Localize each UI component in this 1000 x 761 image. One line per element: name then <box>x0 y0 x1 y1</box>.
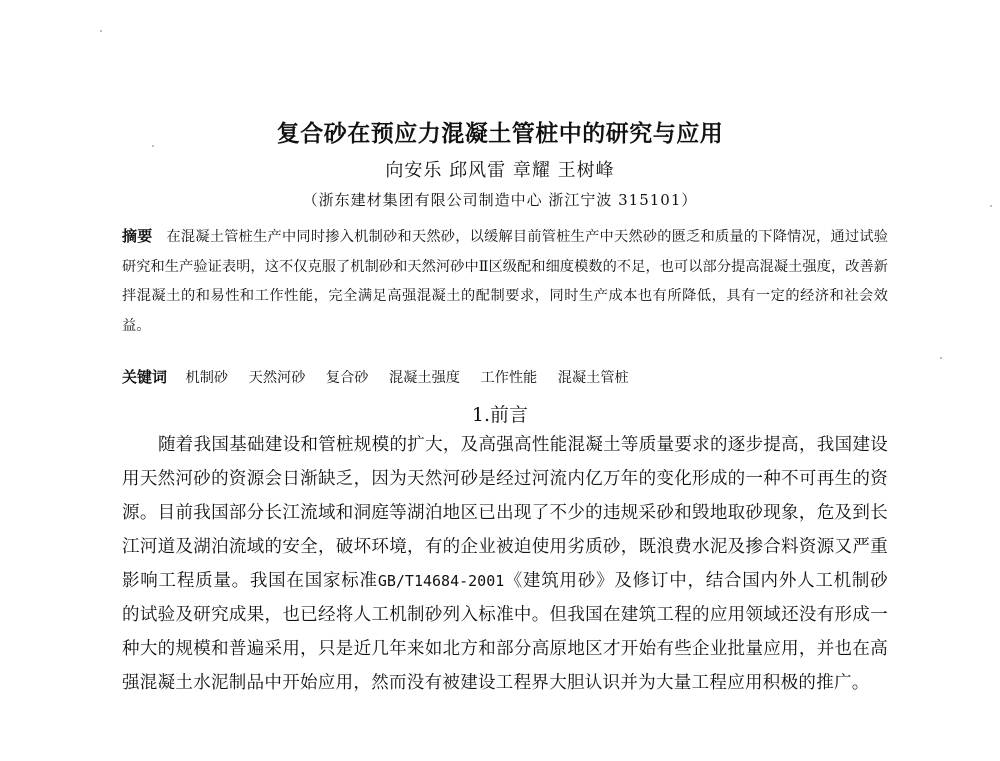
body-text-part-1: 随着我国基础建设和管桩规模的扩大，及高强高性能混凝土等质量要求的逐步提高，我国建设用天然河砂的资源会日渐缺乏，因为天然河砂是经过河流内亿万年的变化形成的一种不可再生的资源。目前我国部分长江流域和洞庭等湖泊地区已出现了不少的违规采砂和毁地取砂现象，危及到长江河道及湖泊流域的安全，破坏环境，有的企业被迫使用劣质砂，既浪费水泥及掺合料资源又严重影响工程质量。我国在国家标准 <box>122 435 888 591</box>
author-list: 向安乐 邱风雷 章耀 王树峰 <box>385 160 615 181</box>
keywords-block <box>122 366 888 387</box>
keyword: 混凝土管桩 <box>557 370 629 386</box>
abstract-block <box>122 222 888 341</box>
affiliation: （浙东建材集团有限公司制造中心 浙江宁波 315101） <box>302 191 698 209</box>
standard-code: GB/T14684-2001 <box>377 572 505 590</box>
scan-speck <box>152 145 154 147</box>
scan-speck <box>990 205 992 207</box>
paper-title: 复合砂在预应力混凝土管桩中的研究与应用 <box>276 121 724 147</box>
body-text-part-2: 《建筑用砂》及修订中，结合国内外人工机制砂的试验及研究成果，也已经将人工机制砂列入标准中。但我国在建筑工程的应用领域还没有形成一种大的规模和普遍采用，只是近几年来如北方和部分高原地区才开始有些企业批量应用，并也在高强混凝土水泥制品中开始应用，然而没有被建设工程界大胆认识并为大量工程应用积极的推广。 <box>122 571 888 693</box>
scan-speck <box>940 357 942 359</box>
section-heading: 1.前言 <box>471 404 529 426</box>
keywords-label: 关键词 <box>122 368 168 386</box>
keyword: 机制砂 <box>185 370 229 386</box>
abstract-text: 在混凝土管桩生产中同时掺入机制砂和天然砂，以缓解目前管桩生产中天然砂的匮乏和质量的下降情况，通过试验研究和生产验证表明，这不仅克服了机制砂和天然河砂中Ⅱ区级配和细度模数的不足，也可以部分提高混凝土强度，改善新拌混凝土的和易性和工作性能，完全满足高强混凝土的配制要求，同时生产成本也有所降低，具有一定的经济和社会效益。 <box>122 229 888 334</box>
section-body <box>122 428 888 700</box>
keyword: 混凝土强度 <box>389 370 460 386</box>
scan-speck <box>100 30 102 32</box>
keyword: 天然河砂 <box>248 370 306 386</box>
keyword: 复合砂 <box>325 370 369 386</box>
abstract-label: 摘要 <box>122 227 153 245</box>
keyword: 工作性能 <box>480 370 538 386</box>
